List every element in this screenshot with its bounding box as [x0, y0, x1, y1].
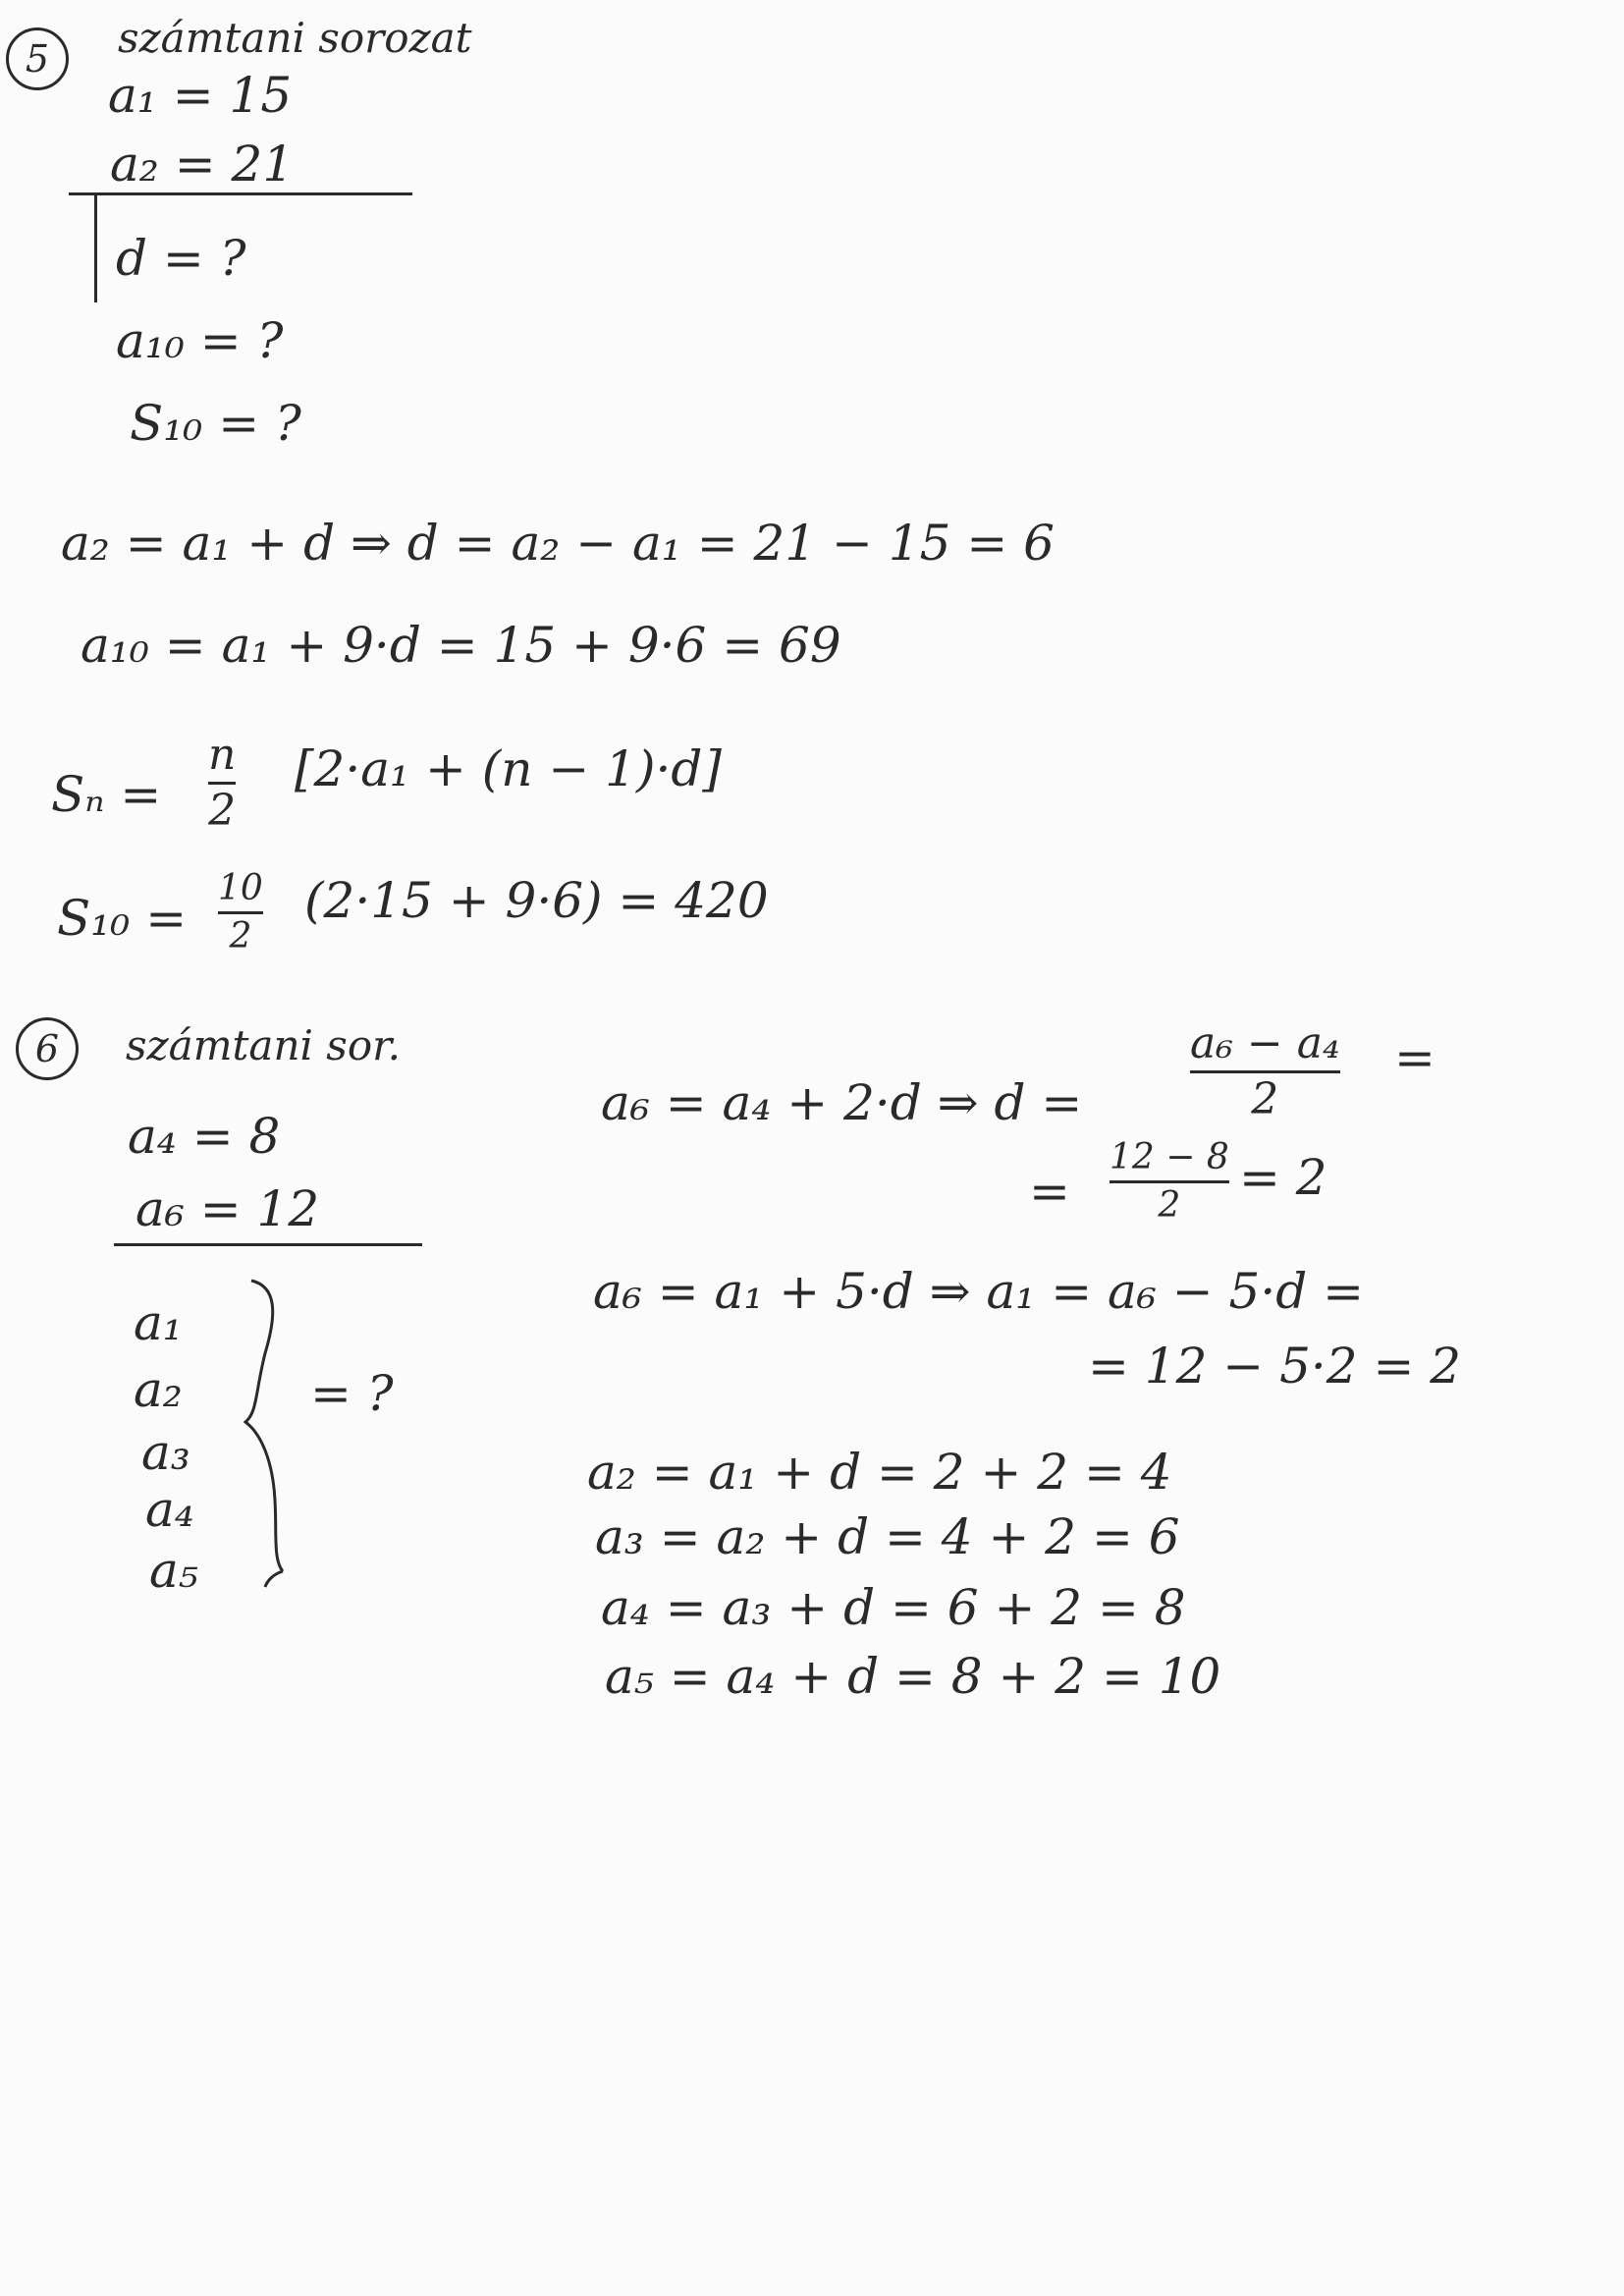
p5-s10-right: (2·15 + 9·6) = 420: [304, 872, 769, 929]
p5-sn-fraction: [208, 730, 237, 837]
p5-line-d: a₂ = a₁ + d ⇒ d = a₂ − a₁ = 21 − 15 = 6: [61, 515, 1055, 572]
p5-sn-frac-bar: [208, 782, 236, 785]
p6-d-cont-result: = 2: [1239, 1149, 1327, 1206]
p6-d-fraction: [1190, 1018, 1340, 1125]
p6-d-cont-bar: [1110, 1180, 1229, 1183]
p5-given-divider: [69, 192, 412, 195]
p5-s10-left: S₁₀ =: [57, 890, 188, 947]
p6-result-a4: a₄ = a₃ + d = 6 + 2 = 8: [601, 1579, 1186, 1636]
p6-d-frac-bar: [1190, 1070, 1340, 1073]
p5-s10-frac-num: 10: [218, 868, 263, 908]
p5-sn-right: [2·a₁ + (n − 1)·d]: [295, 740, 722, 797]
p6-given-divider: [114, 1243, 422, 1246]
p6-a1-line: a₆ = a₁ + 5·d ⇒ a₁ = a₆ − 5·d =: [593, 1263, 1365, 1320]
p6-given-a6: a₆ = 12: [135, 1180, 320, 1237]
p5-given-a2: a₂ = 21: [110, 136, 295, 192]
p5-sn-frac-den: 2: [208, 786, 237, 837]
p5-sn-frac-num: n: [208, 730, 237, 780]
p6-d-frac-den: 2: [1251, 1074, 1279, 1125]
problem-5-number: 5: [6, 27, 69, 90]
p6-given-a4: a₄ = 8: [128, 1108, 281, 1165]
p6-d-cont-num: 12 − 8: [1110, 1137, 1229, 1177]
problem-6-heading: számtani sor.: [126, 1021, 401, 1069]
p5-sn-left: Sₙ =: [51, 766, 162, 823]
p5-unknown-a10: a₁₀ = ?: [116, 312, 284, 369]
p5-unknown-s10: S₁₀ = ?: [130, 395, 301, 452]
p6-curly-brace: [234, 1275, 312, 1589]
p6-result-a3: a₃ = a₂ + d = 4 + 2 = 6: [595, 1508, 1180, 1565]
p6-d-cont-eq: =: [1029, 1163, 1070, 1220]
p6-d-eq-tail: =: [1394, 1029, 1435, 1086]
p6-result-a5: a₅ = a₄ + d = 8 + 2 = 10: [605, 1648, 1221, 1705]
p6-result-a2: a₂ = a₁ + d = 2 + 2 = 4: [587, 1444, 1172, 1501]
p5-s10-frac-bar: [218, 911, 263, 914]
p6-unknown-a4: a₄: [145, 1481, 194, 1538]
p5-s10-frac-den: 2: [229, 915, 252, 957]
p6-d-cont-fraction: [1110, 1139, 1229, 1225]
p6-unknown-a5: a₅: [149, 1542, 198, 1599]
p6-unknown-a3: a₃: [141, 1424, 190, 1481]
p6-d-cont-den: 2: [1158, 1184, 1181, 1226]
p6-unknown-eq: = ?: [310, 1365, 394, 1422]
problem-6-number: 6: [16, 1017, 79, 1080]
p5-unknown-d: d = ?: [116, 230, 246, 287]
p6-a1-cont: = 12 − 5·2 = 2: [1088, 1338, 1462, 1394]
p6-d-line: a₆ = a₄ + 2·d ⇒ d =: [601, 1074, 1083, 1131]
problem-5-heading: számtani sorozat: [118, 14, 472, 62]
p5-line-a10: a₁₀ = a₁ + 9·d = 15 + 9·6 = 69: [81, 617, 841, 674]
p6-unknown-a1: a₁: [134, 1294, 183, 1351]
p5-s10-fraction: [218, 870, 263, 956]
p6-unknown-a2: a₂: [134, 1361, 183, 1418]
p5-unknowns-bar: [94, 194, 97, 302]
p6-d-frac-num: a₆ − a₄: [1190, 1018, 1340, 1068]
p5-given-a1: a₁ = 15: [108, 67, 293, 124]
